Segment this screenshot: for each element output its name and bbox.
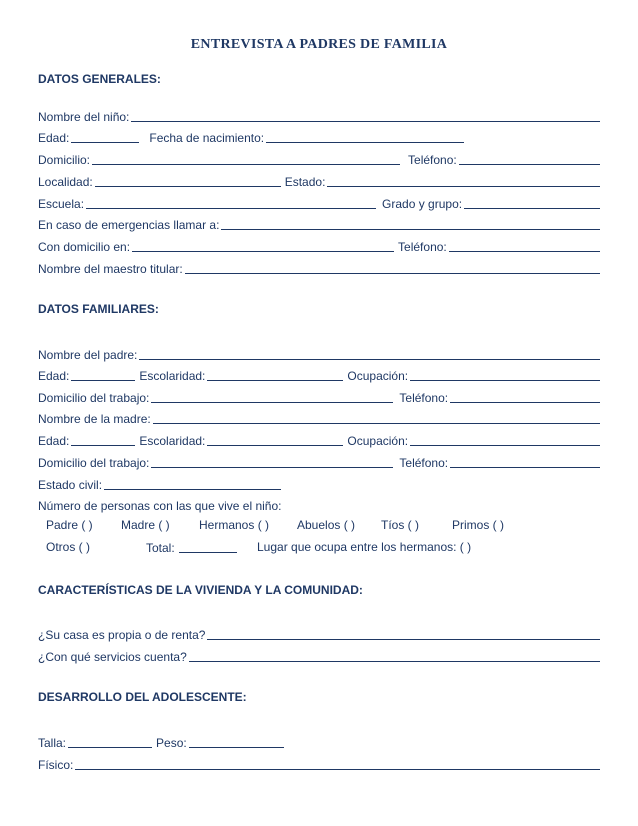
section-heading-desarrollo: DESARROLLO DEL ADOLESCENTE: bbox=[38, 690, 247, 704]
option-abuelos[interactable]: Abuelos ( ) bbox=[297, 518, 356, 532]
field-escuela[interactable] bbox=[86, 196, 376, 209]
label-domicilio: Domicilio: bbox=[38, 153, 91, 167]
label-total: Total: bbox=[146, 541, 175, 555]
label-fisico: Físico: bbox=[38, 758, 74, 772]
field-emergencias[interactable] bbox=[221, 217, 600, 230]
field-edad-madre[interactable] bbox=[71, 433, 135, 446]
label-estado: Estado: bbox=[284, 175, 326, 189]
field-grado-grupo[interactable] bbox=[464, 196, 600, 209]
row-nombre-madre bbox=[38, 410, 600, 426]
field-maestro[interactable] bbox=[185, 261, 600, 274]
label-nombre-nino: Nombre del niño: bbox=[38, 110, 130, 124]
label-edad: Edad: bbox=[38, 131, 70, 145]
option-padre[interactable]: Padre ( ) bbox=[46, 518, 93, 532]
field-fisico[interactable] bbox=[75, 757, 600, 770]
field-ocupacion-padre[interactable] bbox=[410, 368, 600, 381]
field-escolaridad-madre[interactable] bbox=[207, 433, 343, 446]
label-emergencias: En caso de emergencias llamar a: bbox=[38, 218, 220, 232]
label-ocupacion-padre: Ocupación: bbox=[347, 369, 409, 383]
row-maestro bbox=[38, 260, 600, 276]
section-heading-familiares: DATOS FAMILIARES: bbox=[38, 302, 159, 316]
field-peso[interactable] bbox=[189, 735, 284, 748]
field-estado[interactable] bbox=[327, 174, 600, 187]
field-telefono-2[interactable] bbox=[449, 239, 600, 252]
label-maestro: Nombre del maestro titular: bbox=[38, 262, 183, 276]
label-telefono-2: Teléfono: bbox=[398, 240, 447, 254]
label-escolaridad-padre: Escolaridad: bbox=[139, 369, 206, 383]
label-telefono-madre: Teléfono: bbox=[399, 456, 449, 470]
section-heading-generales: DATOS GENERALES: bbox=[38, 72, 161, 86]
row-domicilio-trabajo-madre bbox=[38, 454, 600, 470]
field-domicilio-trabajo-padre[interactable] bbox=[151, 390, 393, 403]
label-nombre-padre: Nombre del padre: bbox=[38, 348, 138, 362]
label-escuela: Escuela: bbox=[38, 197, 85, 211]
field-nombre-nino[interactable] bbox=[131, 109, 600, 122]
field-edad[interactable] bbox=[71, 130, 139, 143]
field-estado-civil[interactable] bbox=[104, 477, 281, 490]
row-edad-padre bbox=[38, 367, 600, 383]
row-domicilio bbox=[38, 151, 600, 167]
option-hermanos[interactable]: Hermanos ( ) bbox=[199, 518, 270, 532]
row-casa-propia bbox=[38, 626, 600, 642]
total-group bbox=[146, 540, 237, 555]
row-edad-fecha bbox=[38, 129, 464, 145]
label-nombre-madre: Nombre de la madre: bbox=[38, 412, 151, 426]
label-fecha-nacimiento: Fecha de nacimiento: bbox=[149, 131, 265, 145]
label-servicios: ¿Con qué servicios cuenta? bbox=[38, 650, 187, 664]
option-tios[interactable]: Tíos ( ) bbox=[381, 518, 419, 532]
label-ocupacion-madre: Ocupación: bbox=[347, 434, 409, 448]
field-telefono[interactable] bbox=[459, 152, 600, 165]
label-telefono: Teléfono: bbox=[408, 153, 457, 167]
row-nombre-nino bbox=[38, 108, 600, 124]
field-servicios[interactable] bbox=[189, 649, 600, 662]
field-domicilio[interactable] bbox=[92, 152, 400, 165]
row-escuela bbox=[38, 195, 600, 211]
section-heading-vivienda: CARACTERÍSTICAS DE LA VIVIENDA Y LA COMUNIDAD: bbox=[38, 583, 363, 597]
row-localidad bbox=[38, 173, 600, 189]
field-nombre-padre[interactable] bbox=[139, 347, 600, 360]
field-casa-propia[interactable] bbox=[207, 627, 600, 640]
row-fisico bbox=[38, 756, 600, 772]
field-localidad[interactable] bbox=[95, 174, 281, 187]
field-fecha-nacimiento[interactable] bbox=[266, 130, 464, 143]
label-domicilio-trabajo-padre: Domicilio del trabajo: bbox=[38, 391, 150, 405]
field-edad-padre[interactable] bbox=[71, 368, 135, 381]
row-emergencias bbox=[38, 216, 600, 232]
page-title: ENTREVISTA A PADRES DE FAMILIA bbox=[190, 37, 448, 52]
label-localidad: Localidad: bbox=[38, 175, 93, 189]
field-total[interactable] bbox=[179, 540, 237, 553]
label-edad-madre: Edad: bbox=[38, 434, 70, 448]
row-edad-madre bbox=[38, 432, 600, 448]
row-nombre-padre bbox=[38, 346, 600, 362]
option-otros[interactable]: Otros ( ) bbox=[46, 540, 90, 554]
row-estado-civil bbox=[38, 476, 281, 492]
field-ocupacion-madre[interactable] bbox=[410, 433, 600, 446]
field-domicilio-trabajo-madre[interactable] bbox=[151, 455, 393, 468]
row-servicios bbox=[38, 648, 600, 664]
label-estado-civil: Estado civil: bbox=[38, 478, 103, 492]
label-grado-grupo: Grado y grupo: bbox=[382, 197, 463, 211]
label-telefono-padre: Teléfono: bbox=[399, 391, 449, 405]
label-domicilio-trabajo-madre: Domicilio del trabajo: bbox=[38, 456, 150, 470]
label-numero-personas: Número de personas con las que vive el niño: bbox=[38, 499, 282, 513]
label-edad-padre: Edad: bbox=[38, 369, 70, 383]
option-primos[interactable]: Primos ( ) bbox=[452, 518, 504, 532]
row-numero-personas bbox=[38, 497, 600, 513]
label-escolaridad-madre: Escolaridad: bbox=[139, 434, 206, 448]
option-madre[interactable]: Madre ( ) bbox=[121, 518, 170, 532]
label-peso: Peso: bbox=[156, 736, 187, 750]
field-con-domicilio[interactable] bbox=[132, 239, 394, 252]
row-con-domicilio bbox=[38, 238, 600, 254]
label-talla: Talla: bbox=[38, 736, 67, 750]
option-lugar-hermanos[interactable]: Lugar que ocupa entre los hermanos: ( ) bbox=[257, 540, 472, 554]
row-talla-peso bbox=[38, 734, 284, 750]
field-nombre-madre[interactable] bbox=[153, 411, 600, 424]
row-domicilio-trabajo-padre bbox=[38, 389, 600, 405]
field-telefono-madre[interactable] bbox=[450, 455, 600, 468]
label-con-domicilio: Con domicilio en: bbox=[38, 240, 131, 254]
label-casa-propia: ¿Su casa es propia o de renta? bbox=[38, 628, 206, 642]
field-escolaridad-padre[interactable] bbox=[207, 368, 343, 381]
field-talla[interactable] bbox=[68, 735, 152, 748]
field-telefono-padre[interactable] bbox=[450, 390, 600, 403]
